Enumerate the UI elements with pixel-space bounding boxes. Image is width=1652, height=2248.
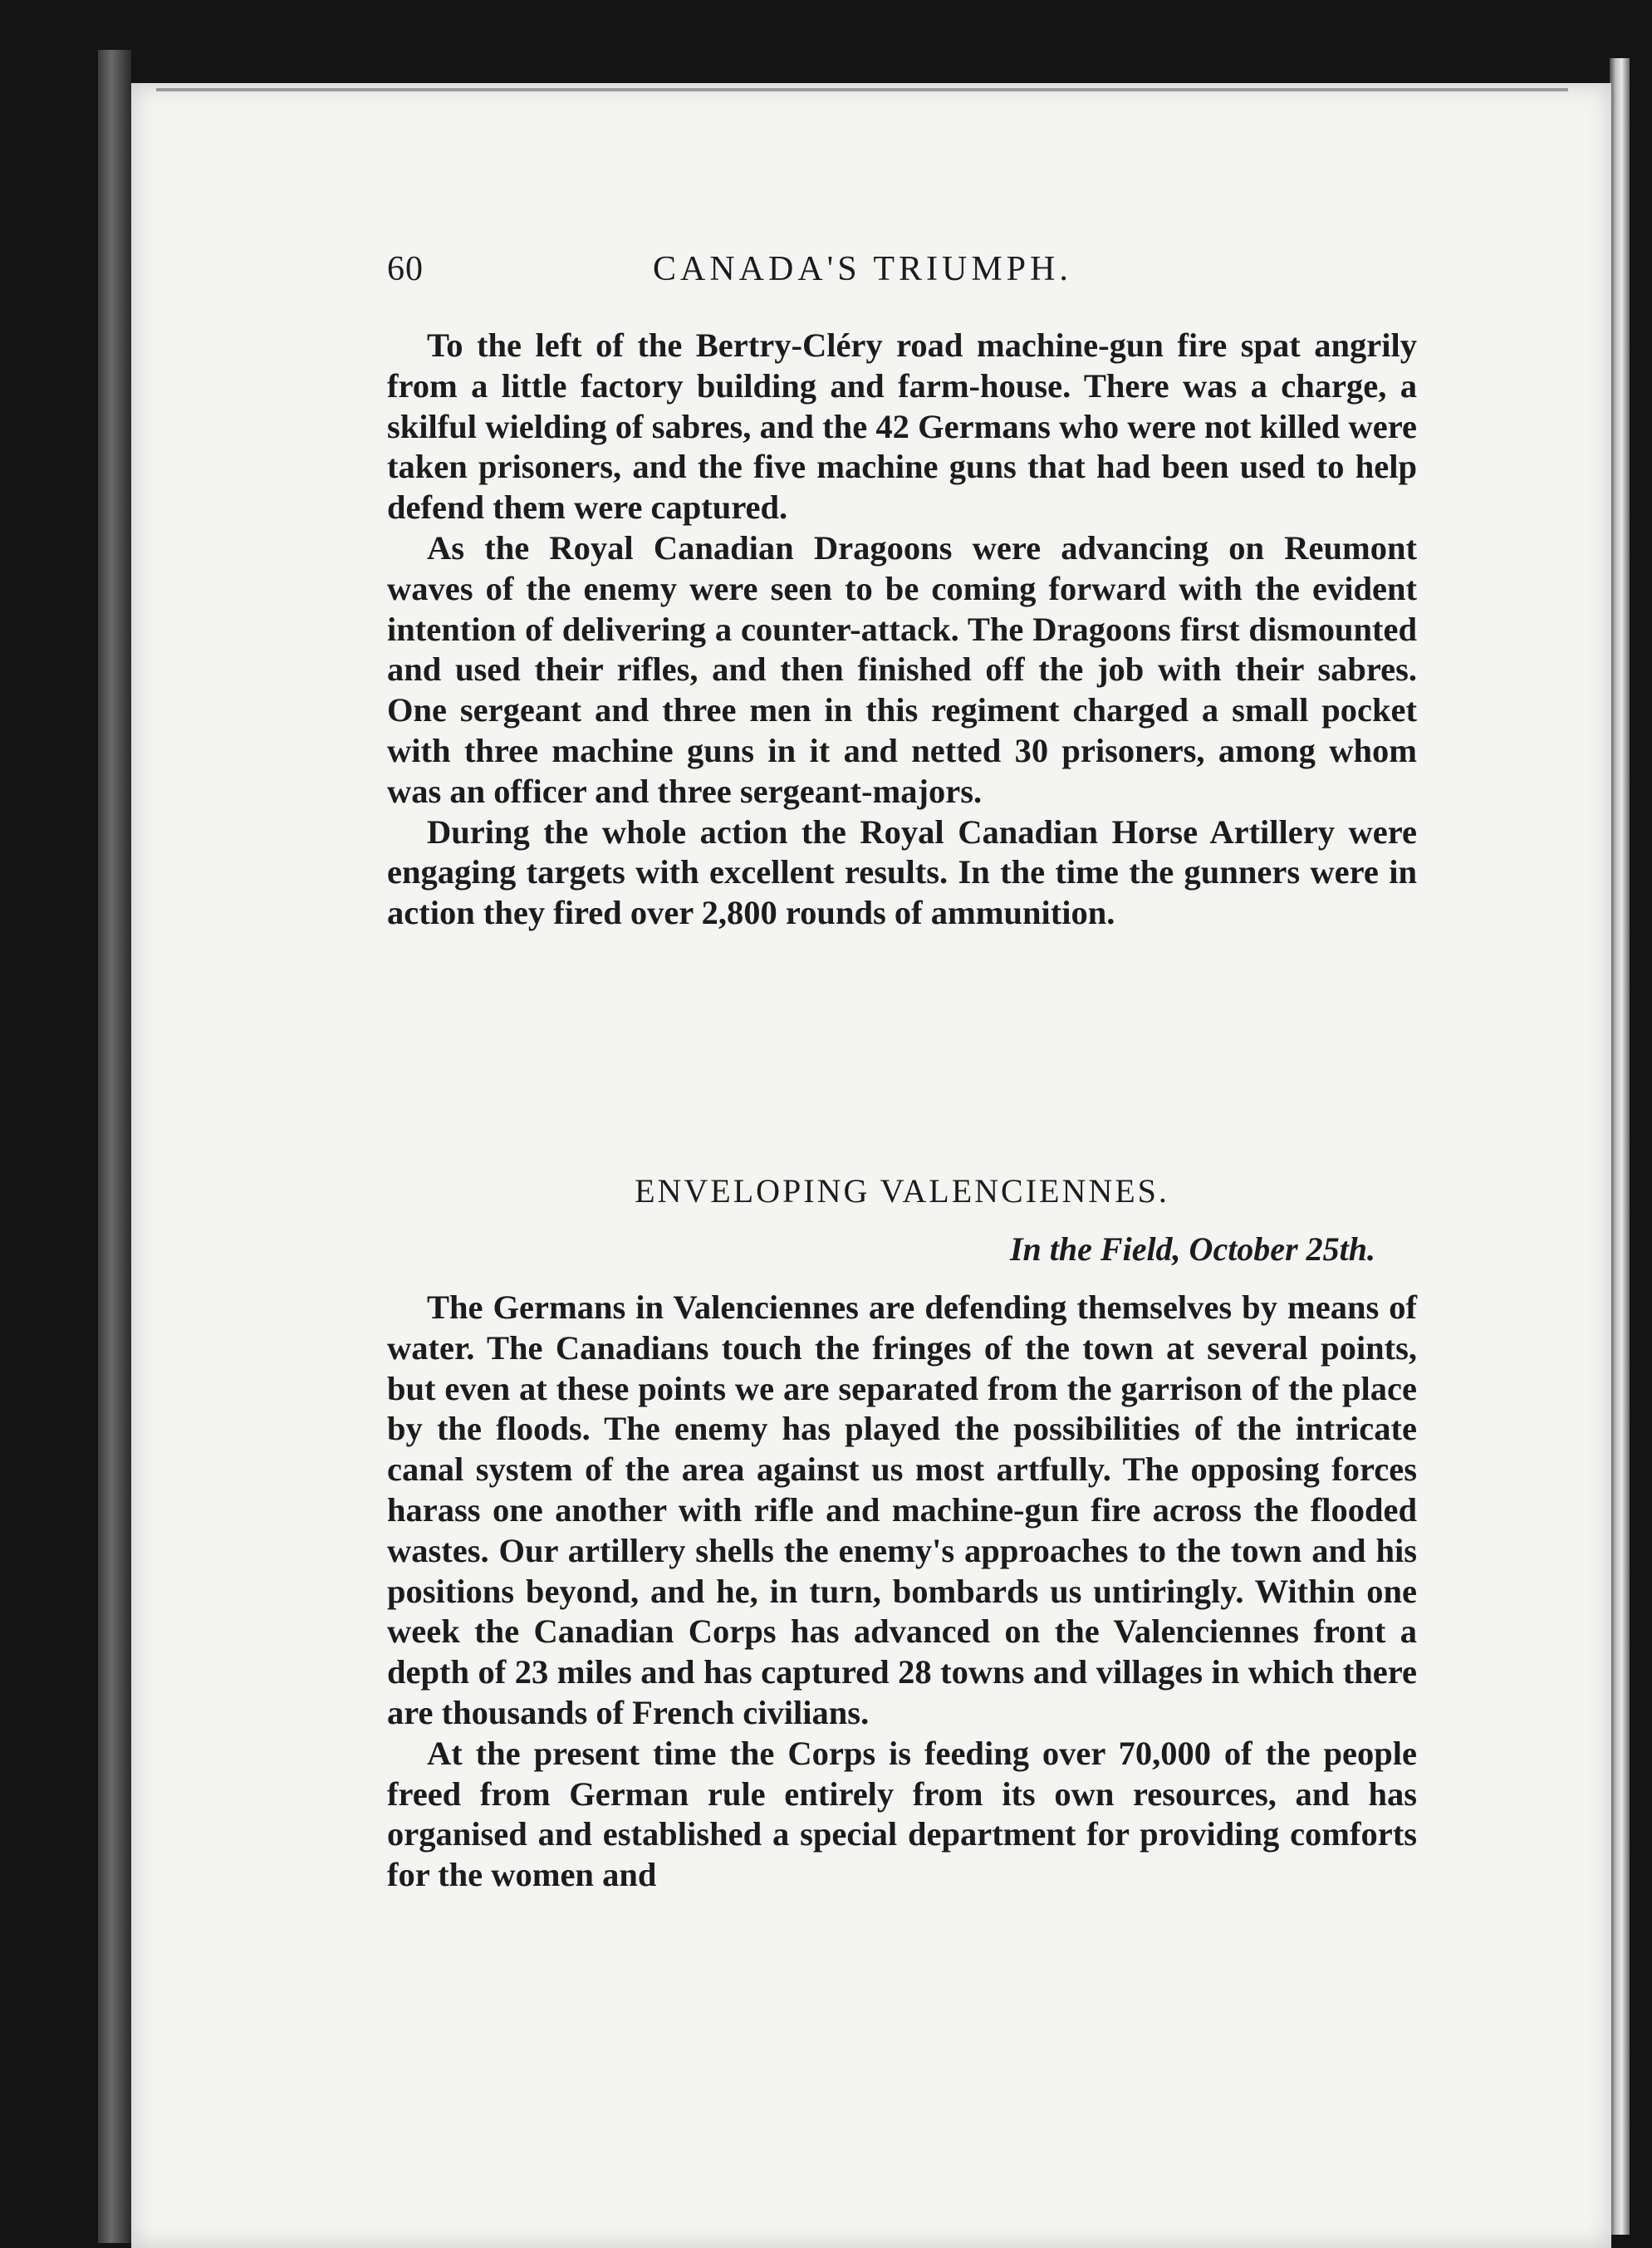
section-heading: ENVELOPING VALENCIENNES. xyxy=(635,1172,1169,1210)
page-stack-edge xyxy=(1610,58,1630,2235)
paragraph: At the present time the Corps is feeding over 70,000 of the people freed from German rule entirely from its own resources, and has organised and established a special department for providing comforts for the women and xyxy=(387,1734,1417,1894)
text-column xyxy=(387,326,1417,934)
book-binding-edge xyxy=(98,50,131,2243)
paragraph: During the whole action the Royal Canadian Horse Artillery were engaging targets with excellent results. In the time the gunners were in action they fired over 2,800 rounds of ammunition. xyxy=(387,812,1417,932)
running-head xyxy=(387,249,1417,299)
page-number: 60 xyxy=(387,250,424,288)
text-column xyxy=(387,1288,1417,1896)
page-top-rule xyxy=(156,88,1568,91)
paragraph: As the Royal Canadian Dragoons were advancing on Reumont waves of the enemy were seen to be coming forward with the evident intention of delivering a counter-attack. The Dragoons first dismounted and used their rifles, and then finished off the job with their sabres. One sergeant and three men in this regiment charged a small pocket with three machine guns in it and netted 30 prisoners, among whom was an officer and three sergeant-majors. xyxy=(387,528,1417,810)
paragraph: The Germans in Valenciennes are defending themselves by means of water. The Canadians touch the fringes of the town at several points, but even at these points we are separated from the garrison of the place by the floods. The enemy has played the possibilities of the intricate canal system of the area against us most artfully. The opposing forces harass one another with rifle and machine-gun fire across the flooded wastes. Our artillery shells the enemy's approaches to the town and his positions beyond, and he, in turn, bombards us untiringly. Within one week the Canadian Corps has advanced on the Valenciennes front a depth of 23 miles and has captured 28 towns and villages in which there are thousands of French civilians. xyxy=(387,1288,1417,1731)
dateline: In the Field, October 25th. xyxy=(1009,1230,1375,1268)
running-title: CANADA'S TRIUMPH. xyxy=(653,250,1072,288)
paragraph: To the left of the Bertry-Cléry road machine-gun fire spat angrily from a little factory building and farm-house. There was a charge, a skilful wielding of sabres, and the 42 Germans who were not killed were taken prisoners, and the five machine guns that had been used to help defend them were captured. xyxy=(387,326,1417,527)
